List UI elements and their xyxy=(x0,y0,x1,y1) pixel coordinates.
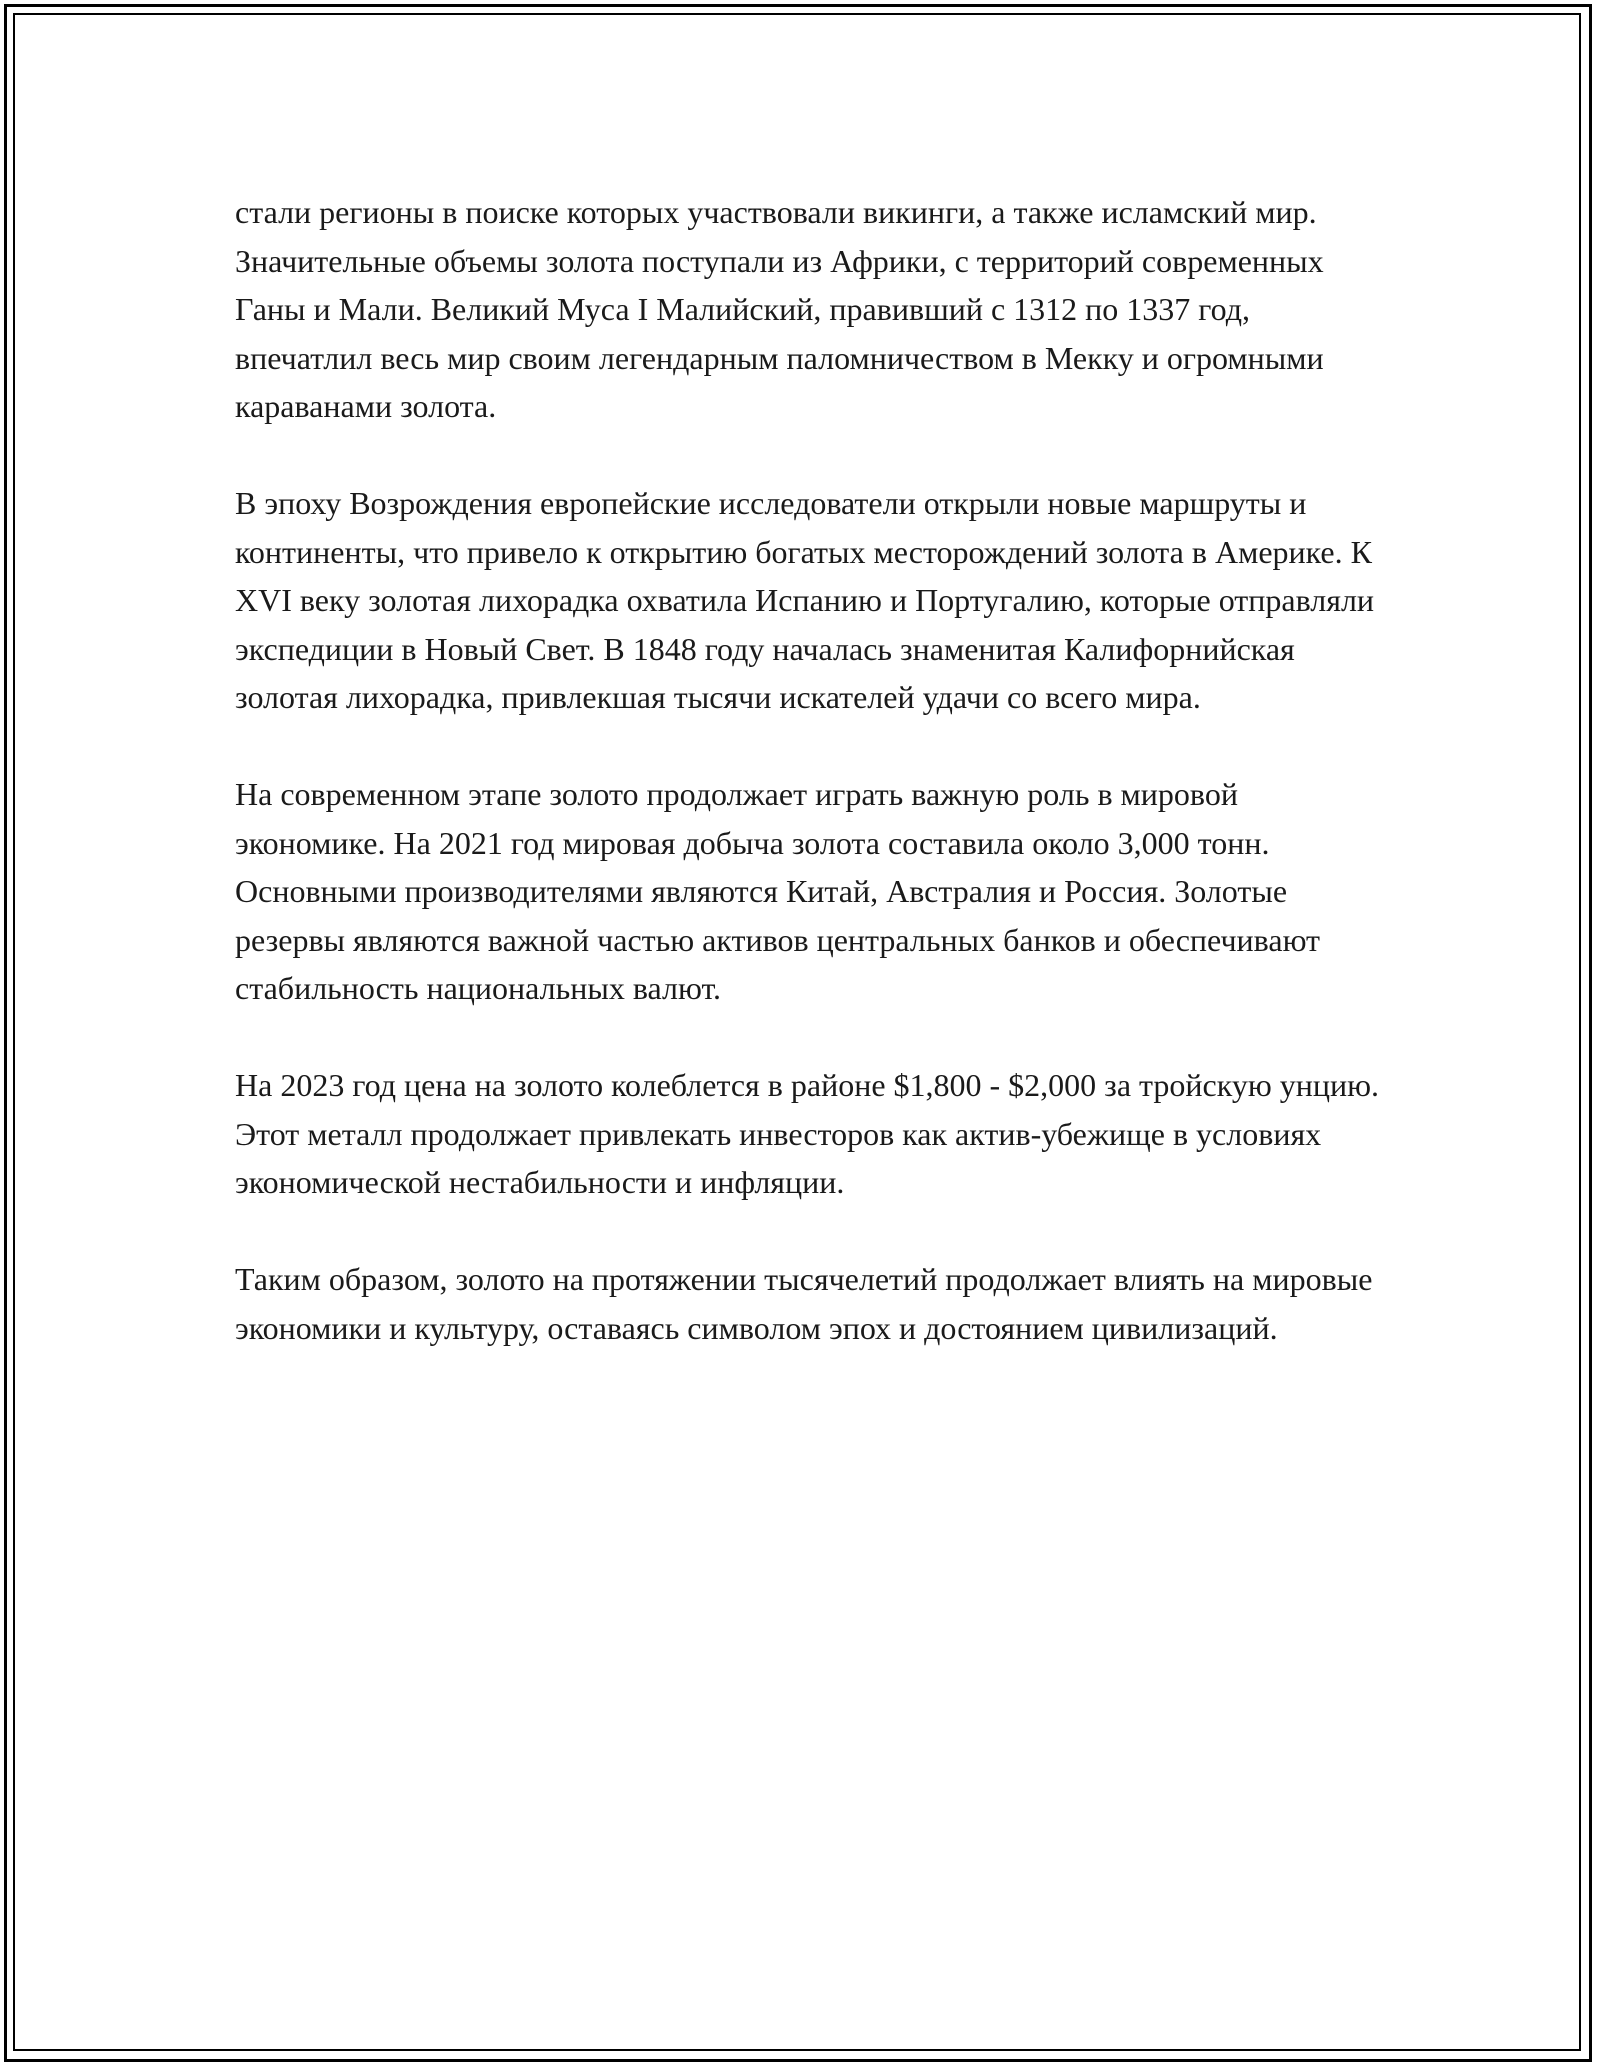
paragraph-5: Таким образом, золото на протяжении тысячелетий продолжает влиять на мировые экономики и культуру, оставаясь символом эпох и достоянием цивилизаций. xyxy=(235,1261,1373,1346)
paragraph-2: В эпоху Возрождения европейские исследователи открыли новые маршруты и континенты, что привело к открытию богатых месторождений золота в Америке. К XVI веку золотая лихорадка охватила Испанию и Португалию, которые отправляли экспедиции в Новый Свет. В 1848 году началась знаменитая Калифорнийская золотая лихорадка, привлекшая тысячи искателей удачи со всего мира. xyxy=(235,485,1375,715)
paragraph-3: На современном этапе золото продолжает играть важную роль в мировой экономике. На 2021 год мировая добыча золота составила около 3,000 тонн. Основными производителями являются Китай, Австралия и Россия. Золотые резервы являются важной частью активов центральных банков и обеспечивают стабильность национальных валют. xyxy=(235,776,1321,1006)
paragraph-4: На 2023 год цена на золото колеблется в районе $1,800 - $2,000 за тройскую унцию. Этот металл продолжает привлекать инвесторов как актив-убежище в условиях экономической нестабильности и инфляции. xyxy=(235,1067,1379,1200)
document-body xyxy=(235,188,1395,1401)
paragraph-1: стали регионы в поиске которых участвовали викинги, а также исламский мир. Значительные объемы золота поступали из Африки, с территорий современных Ганы и Мали. Великий Муса I Малийский, правивший с 1312 по 1337 год, впечатлил весь мир своим легендарным паломничеством в Мекку и огромными караванами золота. xyxy=(235,194,1324,424)
